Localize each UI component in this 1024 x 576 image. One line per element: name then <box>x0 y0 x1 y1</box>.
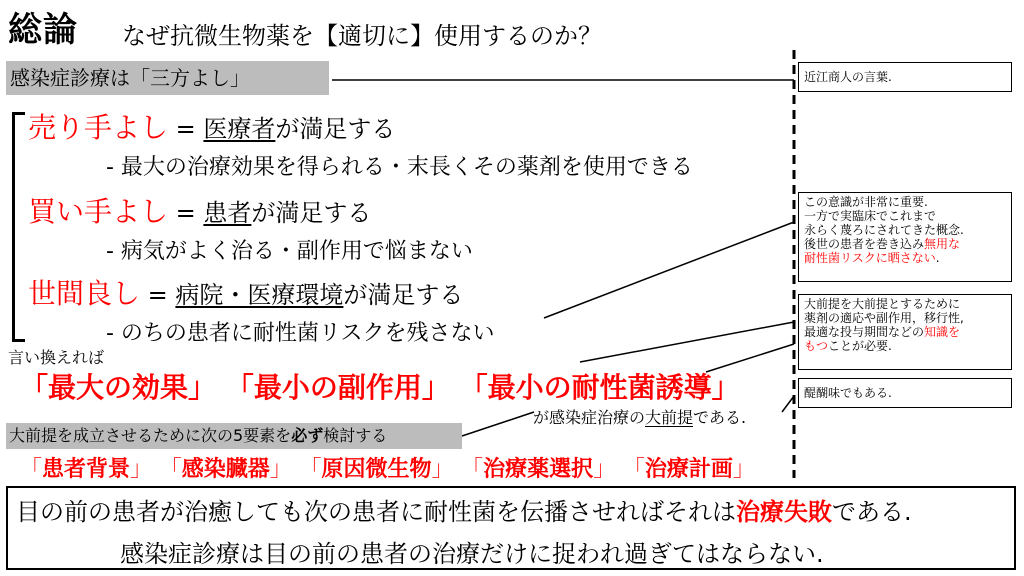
note-premise <box>798 294 1012 370</box>
item-seller-detail: - 最大の治療効果を得られる・末長くその薬剤を使用できる <box>106 155 693 180</box>
item-society <box>28 272 463 312</box>
daigomi-connector <box>782 396 794 412</box>
items-bracket <box>12 112 25 342</box>
goal-max-effect: 最大の効果 <box>48 371 189 404</box>
conclusion-1-pre: 目の前の患者が治癒しても次の患者に耐性菌を伝播させればそれは <box>16 498 736 526</box>
item-society-who: 病院・医療環境 <box>175 281 344 309</box>
item-society-eq: = <box>147 281 168 309</box>
premise-connector-1 <box>580 322 794 362</box>
element-pathogen: 原因微生物 <box>321 457 432 482</box>
conclusion-line-2: 感染症診療は目の前の患者の治療だけに捉われ過ぎてはならない. <box>120 540 824 568</box>
item-buyer-rest: が満足する <box>251 199 372 227</box>
note-awareness <box>798 192 1012 282</box>
conclusion-line-1 <box>16 492 912 527</box>
element-drug-selection: 治療薬選択 <box>483 457 594 482</box>
note-awareness-highlight-2: 耐性菌リスクに晒さない <box>804 251 936 265</box>
element-treatment-plan: 治療計画 <box>644 457 733 482</box>
item-buyer-detail: - 病気がよく治る・副作用で悩まない <box>106 239 473 264</box>
note-awareness-highlight-1: 無用な <box>924 237 961 251</box>
element-patient-background: 患者背景 <box>42 457 131 482</box>
element-infected-organ: 感染臓器 <box>181 457 270 482</box>
note-ohmi-text: 近江商人の言葉. <box>804 70 892 84</box>
premise-pre: が感染症治療の <box>533 408 646 427</box>
sanpo-label: 感染症診療は「三方よし」 <box>6 61 329 95</box>
item-seller-eq: = <box>175 115 196 143</box>
conclusion-1-post: である. <box>832 498 912 526</box>
item-buyer <box>28 190 371 230</box>
premise-line <box>533 405 746 428</box>
note-daigomi-text: 醍醐味でもある. <box>804 386 892 400</box>
note-premise-line-1: 大前提を大前提とするために <box>804 297 961 311</box>
item-seller <box>28 106 395 146</box>
goal-min-side-effect: 最小の副作用 <box>253 371 422 404</box>
note-daigomi <box>798 378 1012 408</box>
item-society-rest: が満足する <box>343 281 464 309</box>
note-premise-highlight-1: 知識を <box>924 325 961 339</box>
check-post: 検討する <box>323 426 388 445</box>
note-premise-line-3: 最適な投与期間などの <box>804 325 925 339</box>
check-key: 必ず <box>291 426 324 445</box>
premise-post: である. <box>693 408 747 427</box>
note-premise-highlight-2: もつ <box>804 339 829 353</box>
item-society-head: 世間良し <box>28 277 141 310</box>
note-awareness-line-3: 永らく蔑ろにされてきた概念. <box>804 223 964 237</box>
note-premise-line-2: 薬剤の適応や副作用，移行性, <box>804 311 964 325</box>
note-awareness-line-2: 一方で実臨床でこれまで <box>804 209 937 223</box>
awareness-connector <box>544 222 794 318</box>
item-seller-head: 売り手よし <box>28 111 169 144</box>
check-pre: 大前提を成立させるために次の5要素を <box>9 426 292 445</box>
big-three-goals: 「最大の効果」 「最小の副作用」 「最小の耐性菌誘導」 <box>20 371 740 404</box>
item-buyer-eq: = <box>175 199 196 227</box>
item-society-detail: - のちの患者に耐性菌リスクを残さない <box>106 321 495 346</box>
check-connector <box>462 412 534 436</box>
item-seller-rest: が満足する <box>275 115 396 143</box>
note-awareness-line-4: 後世の患者を巻き込み <box>804 237 925 251</box>
check-line <box>6 423 462 449</box>
goal-min-resistance: 最小の耐性菌誘導 <box>487 371 712 404</box>
item-seller-who: 医療者 <box>203 115 276 143</box>
conclusion-1-key: 治療失敗 <box>736 498 832 526</box>
item-buyer-who: 患者 <box>203 199 252 227</box>
note-premise-end: ことが必要. <box>828 339 892 353</box>
page-subtitle: なぜ抗微生物薬を【適切に】使用するのか？ <box>122 22 602 50</box>
premise-key: 大前提 <box>645 408 694 427</box>
five-elements: 「患者背景」 「感染臓器」 「原因微生物」 「治療薬選択」 「治療計画」 <box>20 457 755 482</box>
note-awareness-end: . <box>935 251 940 265</box>
rephrase-label: 言い換えれば <box>8 348 105 367</box>
item-buyer-head: 買い手よし <box>28 195 169 228</box>
note-ohmi <box>798 62 1012 92</box>
page-title: 総論 <box>8 10 78 50</box>
note-awareness-line-1: この意識が非常に重要. <box>804 195 928 209</box>
